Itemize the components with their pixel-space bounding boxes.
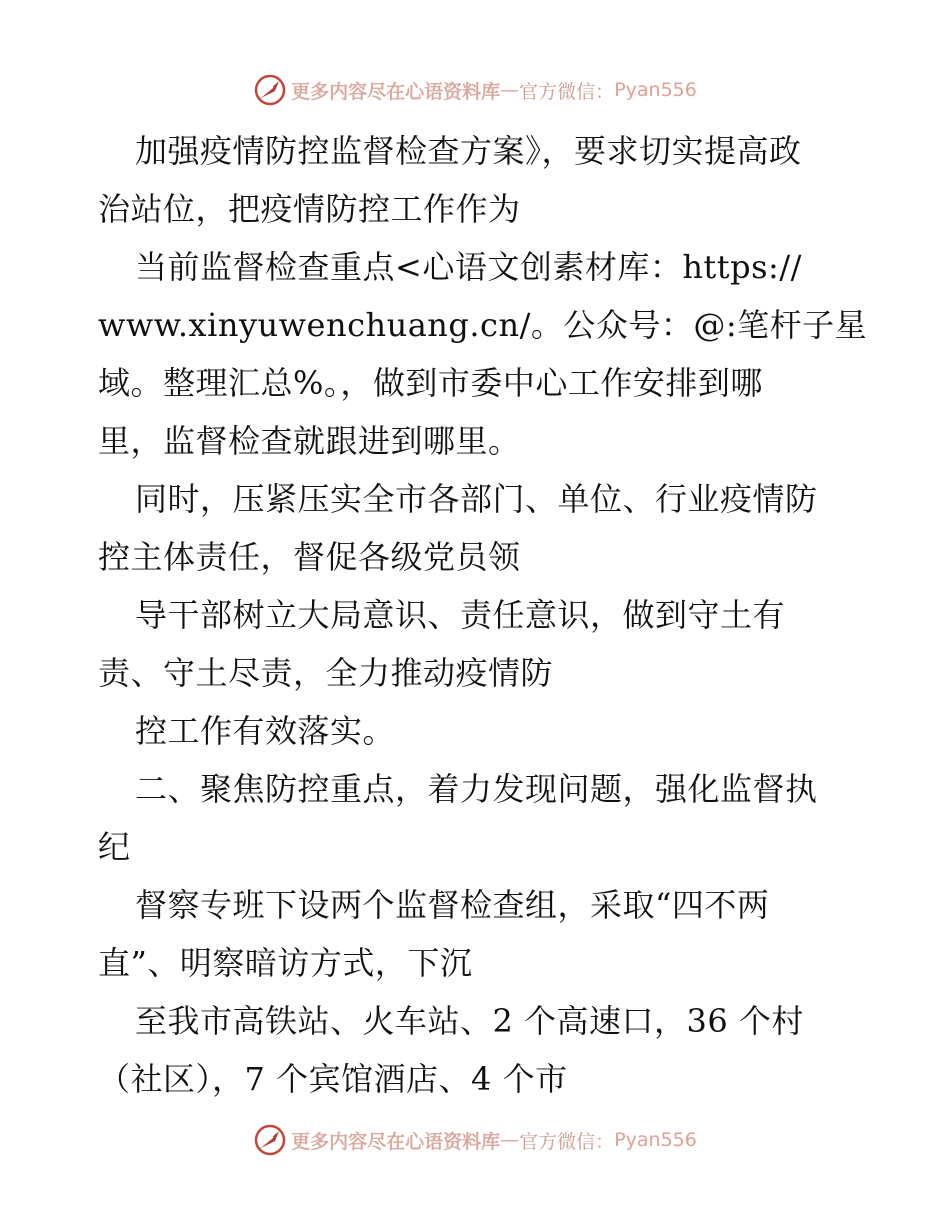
banner-dash: — [500, 79, 520, 101]
body-line: 控主体责任，督促各级党员领 [98, 538, 521, 576]
body-line: 域。整理汇总%。，做到市委中心工作安排到哪 [98, 364, 763, 402]
quill-logo-icon [253, 1123, 287, 1157]
body-line: 责、守土尽责，全力推动疫情防 [98, 654, 554, 692]
banner-dash: — [500, 1129, 520, 1151]
body-line: 治站位，把疫情防控工作作为 [98, 190, 521, 228]
body-line: 当前监督检查重点<心语文创素材库：https:// [135, 248, 802, 286]
body-line: 至我市高铁站、火车站、2 个高速口，36 个村 [135, 1002, 804, 1040]
body-line: 加强疫情防控监督检查方案》，要求切实提高政 [135, 132, 802, 170]
body-line: 同时，压紧压实全市各部门、单位、行业疫情防 [135, 480, 818, 518]
body-line: 直”、明察暗访方式，下沉 [98, 944, 473, 982]
document-body [98, 122, 868, 1108]
banner-main-text: 更多内容尽在心语资料库 [291, 1130, 501, 1153]
body-line: 里，监督检查就跟进到哪里。 [98, 422, 521, 460]
body-line: 导干部树立大局意识、责任意识，做到守土有 [135, 596, 786, 634]
banner-wechat-label: 官方微信： [519, 80, 615, 103]
section-heading: 二、聚焦防控重点，着力发现问题，强化监督执 [135, 770, 818, 808]
banner-wechat-label: 官方微信： [519, 1130, 615, 1153]
footer-watermark-banner [0, 1120, 950, 1160]
body-line: 控工作有效落实。 [135, 712, 396, 750]
banner-wechat-id: Pyan556 [614, 1129, 697, 1151]
body-line: www.xinyuwenchuang.cn/。公众号：@:笔杆子星 [98, 306, 868, 344]
quill-logo-icon [253, 73, 287, 107]
banner-wechat-id: Pyan556 [614, 79, 697, 101]
header-watermark-banner [0, 70, 950, 110]
body-line: （社区），7 个宾馆酒店、4 个市 [98, 1060, 568, 1098]
section-heading-cont: 纪 [98, 828, 131, 866]
body-line: 督察专班下设两个监督检查组，采取“四不两 [135, 886, 770, 924]
banner-main-text: 更多内容尽在心语资料库 [291, 80, 501, 103]
